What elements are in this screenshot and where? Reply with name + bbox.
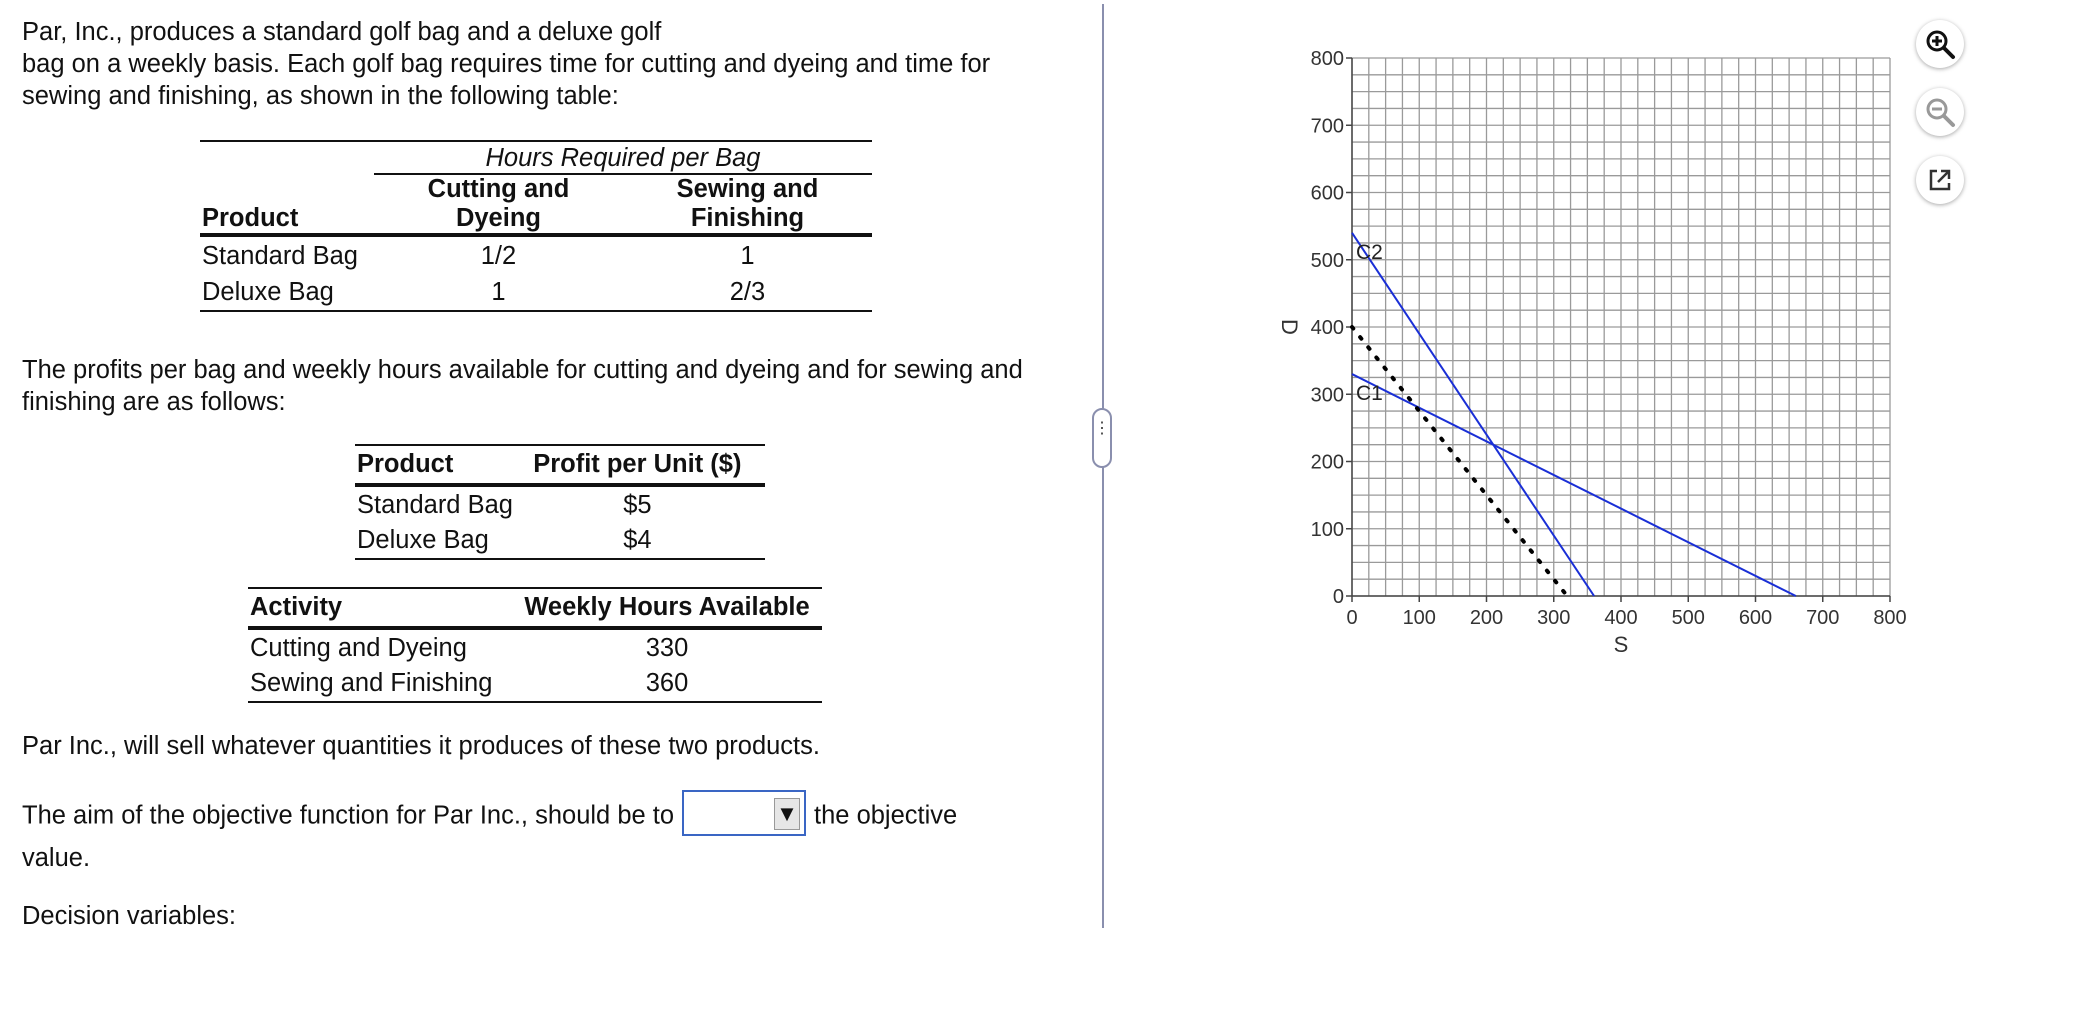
zoom-in-button[interactable] — [1916, 20, 1964, 68]
cell-profit: $4 — [623, 526, 652, 554]
y-tick-label: 400 — [1310, 317, 1344, 339]
hours-super-header: Hours Required per Bag — [374, 141, 872, 174]
col-sewing-1: Sewing and — [676, 175, 819, 203]
x-tick-label: 800 — [1873, 607, 1907, 629]
x-tick-label: 0 — [1346, 607, 1358, 629]
cell-product: Standard Bag — [202, 241, 358, 270]
series-label-C2: C2 — [1356, 240, 1383, 264]
cell-profit: $5 — [623, 490, 652, 519]
cell-hours: 360 — [645, 669, 689, 697]
objective-text-before: The aim of the objective function for Par Inc., should be to — [22, 801, 675, 830]
cell-sew: 1 — [740, 241, 755, 270]
table-row — [200, 275, 872, 311]
dropdown-arrow-icon[interactable]: ▼ — [774, 798, 800, 830]
col-product: Product — [202, 204, 299, 232]
table-row — [355, 523, 765, 559]
table-row — [248, 628, 822, 666]
series-line-C2 — [1352, 233, 1594, 596]
cell-activity: Sewing and Finishing — [250, 669, 493, 697]
intro-line-1: Par, Inc., produces a standard golf bag and a deluxe golf — [22, 18, 662, 46]
cell-product: Deluxe Bag — [357, 526, 489, 554]
table-row — [200, 235, 872, 275]
x-axis-label: S — [1613, 632, 1629, 657]
series-layer — [1352, 233, 1796, 596]
x-tick-label: 600 — [1738, 607, 1773, 629]
cell-product: Deluxe Bag — [202, 278, 334, 306]
profit-table — [355, 444, 765, 560]
x-tick-label: 500 — [1671, 607, 1705, 629]
col-profit: Profit per Unit ($) — [533, 450, 742, 478]
col-cutting-1: Cutting and — [427, 175, 570, 203]
zoom-in-icon — [1923, 27, 1957, 61]
popout-icon — [1925, 165, 1955, 195]
profit-intro-line-2: finishing are as follows: — [22, 388, 286, 416]
table-row — [355, 485, 765, 523]
graph[interactable] — [1260, 20, 1920, 680]
y-axis-label: D — [1277, 319, 1302, 335]
y-tick-label: 600 — [1310, 182, 1344, 205]
panel-resize-handle[interactable]: ⋮ — [1092, 408, 1112, 468]
col-hours: Weekly Hours Available — [524, 593, 810, 621]
zoom-out-icon — [1923, 95, 1957, 129]
cell-hours: 330 — [645, 633, 689, 662]
intro-line-3: sewing and finishing, as shown in the following table: — [22, 82, 619, 110]
hours-required-table — [200, 140, 872, 312]
col-product: Product — [357, 450, 454, 478]
cell-activity: Cutting and Dyeing — [250, 633, 467, 662]
cell-sew: 2/3 — [729, 278, 766, 306]
profit-intro-line-1: The profits per bag and weekly hours available for cutting and dyeing and for sewing and — [22, 356, 1023, 384]
cell-cut: 1 — [491, 278, 506, 306]
col-cutting-2: Dyeing — [455, 204, 541, 232]
hours-available-table — [248, 587, 822, 703]
decision-variables-label: Decision variables: — [22, 902, 237, 930]
objective-line-2: value. — [22, 844, 91, 872]
zoom-out-button[interactable] — [1916, 88, 1964, 136]
objective-dropdown[interactable] — [682, 790, 806, 836]
objective-question — [22, 798, 1082, 836]
cell-product: Standard Bag — [357, 490, 513, 519]
col-sewing-2: Finishing — [690, 204, 805, 232]
y-tick-label: 0 — [1332, 586, 1344, 608]
y-tick-label: 200 — [1310, 451, 1344, 474]
series-label-C1: C1 — [1356, 382, 1383, 406]
sell-text: Par Inc., will sell whatever quantities it produces of these two products. — [22, 732, 820, 760]
y-tick-label: 300 — [1310, 384, 1344, 407]
axis-ticks — [1311, 48, 1907, 629]
x-tick-label: 200 — [1469, 607, 1504, 629]
grid — [1352, 58, 1890, 596]
cell-cut: 1/2 — [480, 241, 517, 270]
x-tick-label: 300 — [1537, 607, 1571, 629]
y-tick-label: 500 — [1310, 249, 1344, 272]
x-tick-label: 700 — [1806, 607, 1840, 629]
table-row — [248, 666, 822, 702]
popout-button[interactable] — [1916, 156, 1964, 204]
y-tick-label: 700 — [1310, 115, 1344, 138]
problem-intro — [22, 16, 1042, 112]
col-activity: Activity — [250, 593, 343, 621]
intro-line-2: bag on a weekly basis. Each golf bag requires time for cutting and dyeing and time for — [22, 50, 991, 78]
x-tick-label: 100 — [1402, 607, 1436, 629]
objective-text-after: the objective — [814, 801, 958, 830]
profit-intro — [22, 354, 1082, 418]
y-tick-label: 100 — [1310, 518, 1344, 541]
y-tick-label: 800 — [1310, 48, 1344, 70]
x-tick-label: 400 — [1604, 607, 1638, 629]
